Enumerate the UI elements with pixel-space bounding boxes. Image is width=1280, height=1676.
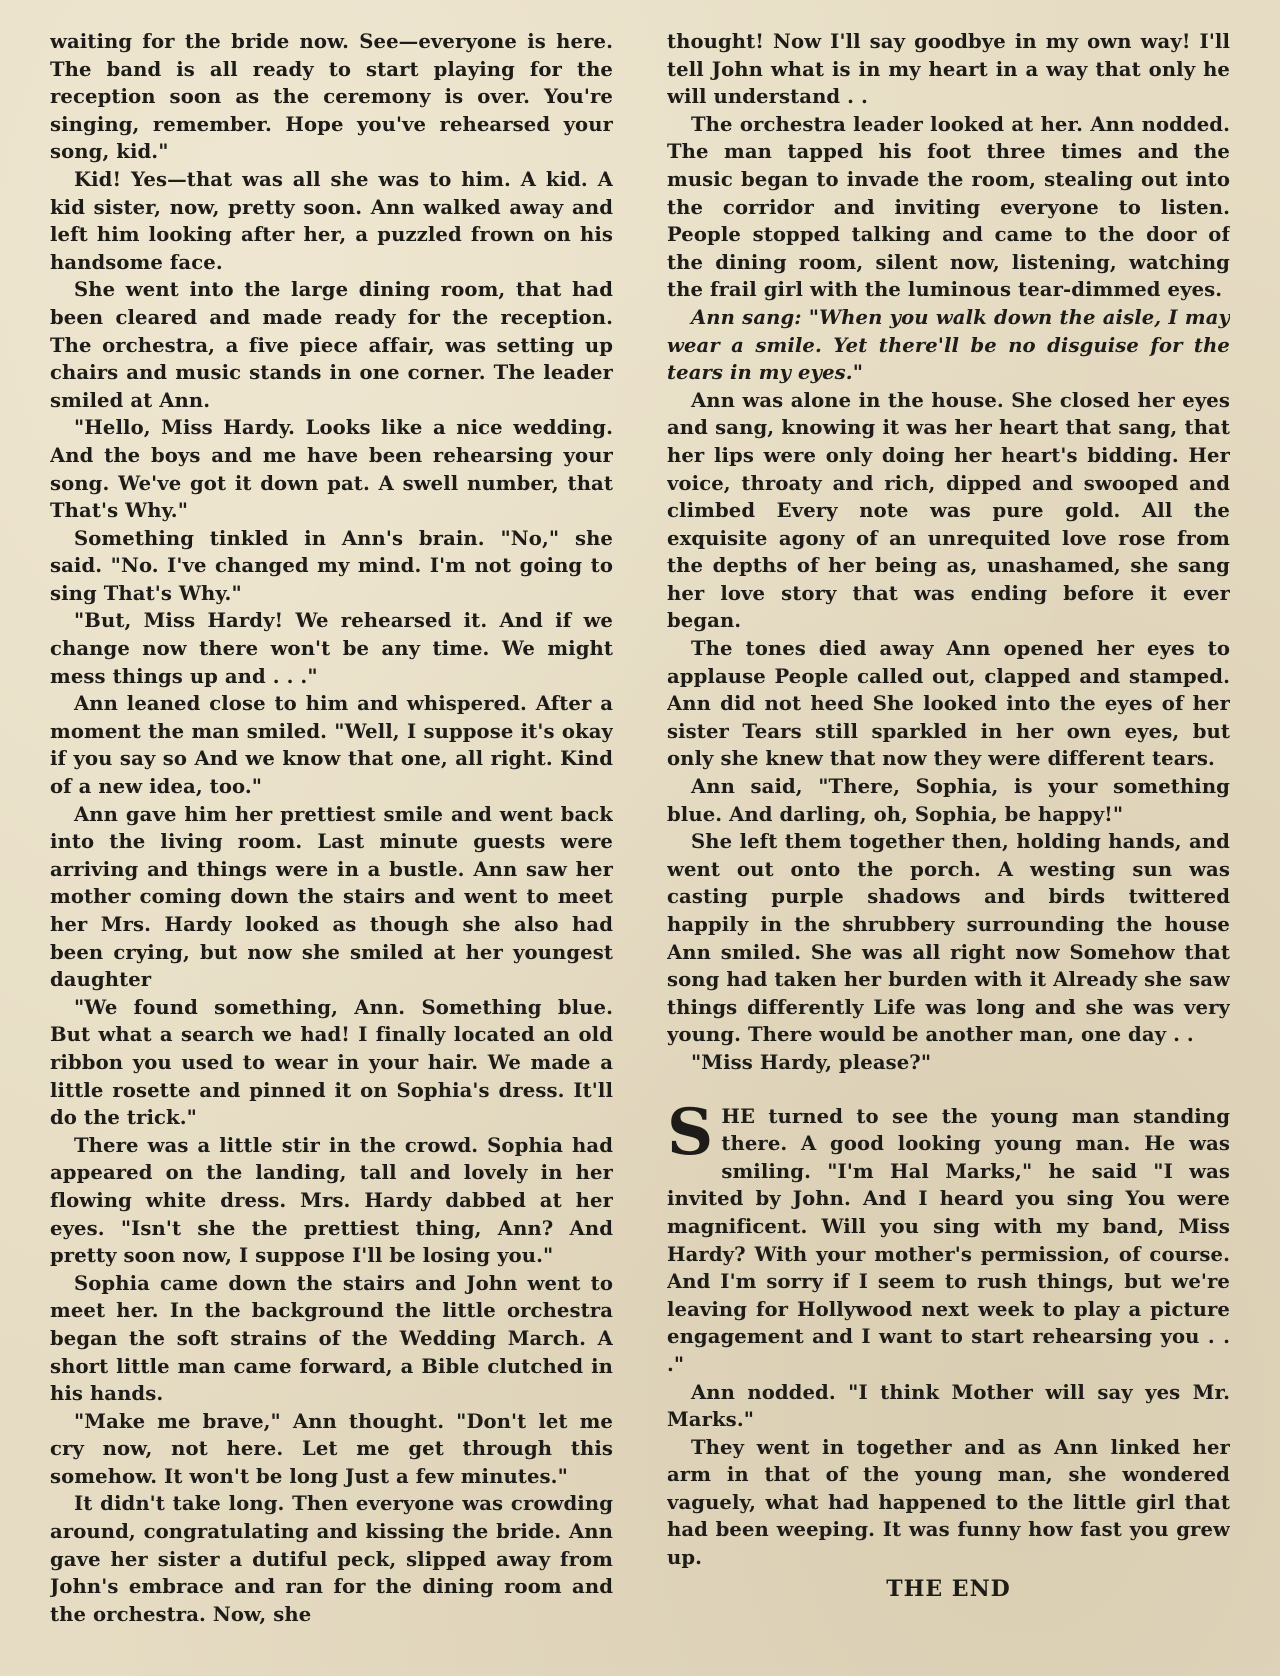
drop-cap-letter: S — [667, 1094, 714, 1170]
paragraph-text: She went into the large dining room, that had been cleared and made ready for the reception. The orchestra, a five piece affair, was setting up chairs and music stands in one corner. The leader smiled at Ann. — [50, 278, 613, 412]
story-paragraph — [667, 111, 1230, 304]
story-paragraph — [50, 607, 613, 690]
paragraph-text: "Make me brave," Ann thought. "Don't let me cry now, not here. Let me get through this somehow. It won't be long Just a few minutes." — [50, 1409, 613, 1488]
story-paragraph — [50, 801, 613, 994]
paragraph-text: Ann leaned close to him and whispered. After a moment the man smiled. "Well, I suppose it's okay if you say so And we know that one, all right. Kind of a new idea, too." — [50, 692, 613, 799]
paragraph-text: Something tinkled in Ann's brain. "No," she said. "No. I've changed my mind. I'm not going to sing That's Why." — [50, 526, 613, 605]
paragraph-text: Ann was alone in the house. She closed her eyes and sang, knowing it was her heart that sang, that her lips were only doing her heart's bidding. Her voice, throaty and rich, dipped and swooped and climbed Every note was pure gold. All the exquisite agony of an unrequited love rose from the depths of her being as, unashamed, she sang her love story that was ending before it ever began. — [667, 388, 1230, 633]
story-page — [50, 28, 1230, 1658]
paragraph-text: Ann nodded. "I think Mother will say yes Mr. Marks." — [667, 1380, 1230, 1432]
story-paragraph — [667, 1049, 1230, 1077]
paragraph-text: HE turned to see the young man standing there. A good looking young man. He was smiling. "I'm Hal Marks," he said "I was invited by John. And I heard you sing You were magnificent. Will you sing with my band, Miss Hardy? With your mother's permission, of course. And I'm sorry if I seem to rush things, but we're leaving for Hollywood next week to play a picture engagement and I want to start rehearsing you . . ." — [667, 1104, 1230, 1376]
paragraph-text: "Miss Hardy, please?" — [691, 1050, 932, 1074]
paragraph-text: Sophia came down the stairs and John went to meet her. In the background the little orchestra began the soft strains of the Wedding March. A short little man came forward, a Bible clutched in his hands. — [50, 1271, 613, 1406]
story-paragraph — [50, 1270, 613, 1408]
story-paragraph — [50, 1132, 613, 1270]
story-paragraph — [50, 1490, 613, 1628]
left-column — [50, 28, 613, 1658]
story-paragraph — [50, 276, 613, 414]
paragraph-text: She left them together then, holding hands, and went out onto the porch. A westing sun was casting purple shadows and birds twittered happily in the shrubbery surrounding the house Ann smiled. She was all right now Somehow that song had taken her burden with it Already she saw things differently Life was long and she was very young. There would be another man, one day . . — [667, 830, 1230, 1047]
story-paragraph — [50, 166, 613, 276]
story-paragraph — [667, 1434, 1230, 1572]
story-paragraph — [667, 304, 1230, 387]
paragraph-text: The orchestra leader looked at her. Ann nodded. The man tapped his foot three times and the music began to invade the room, stealing out into the corridor and inviting everyone to listen. People stopped talking and came to the door of the dining room, silent now, listening, watching the frail girl with the luminous tear-dimmed eyes. — [667, 112, 1230, 302]
story-paragraph — [50, 994, 613, 1132]
paragraph-text: There was a little stir in the crowd. Sophia had appeared on the landing, tall and lovely in her flowing white dress. Mrs. Hardy dabbed at her eyes. "Isn't she the prettiest thing, Ann? And pretty soon now, I suppose I'll be losing you." — [50, 1133, 613, 1268]
story-paragraph — [50, 28, 613, 166]
story-paragraph — [50, 414, 613, 524]
the-end-label: THE END — [886, 1575, 1011, 1602]
paragraph-text: It didn't take long. Then everyone was crowding around, congratulating and kissing the bride. Ann gave her sister a dutiful peck, slipped away from John's embrace and ran for the dining room and the orchestra. Now, she — [50, 1492, 613, 1626]
story-paragraph — [667, 28, 1230, 111]
paragraph-text: The tones died away Ann opened her eyes to applause People called out, clapped and stamped. Ann did not heed She looked into the eyes of her sister Tears still sparkled in her own eyes, but only she knew that now they were different tears. — [667, 637, 1230, 771]
paragraph-text: waiting for the bride now. See—everyone is here. The band is all ready to start playing for the reception soon as the ceremony is over. You're singing, remember. Hope you've rehearsed your song, kid." — [50, 30, 613, 164]
story-paragraph — [667, 635, 1230, 773]
story-paragraph — [667, 387, 1230, 635]
paragraph-text: "Hello, Miss Hardy. Looks like a nice wedding. And the boys and me have been rehearsing your song. We've got it down pat. A swell number, that That's Why." — [50, 416, 613, 523]
story-paragraph — [50, 690, 613, 800]
paragraph-text: "But, Miss Hardy! We rehearsed it. And if we change now there won't be any time. We might mess things up and . . ." — [50, 609, 613, 688]
story-paragraph — [50, 1408, 613, 1491]
paragraph-text: thought! Now I'll say goodbye in my own way! I'll tell John what is in my heart in a way that only he will understand . . — [667, 30, 1230, 109]
story-paragraph — [667, 1379, 1230, 1434]
paragraph-text: "We found something, Ann. Something blue. But what a search we had! I finally located an old ribbon you used to wear in your hair. We made a little rosette and pinned it on Sophia's dress. It'll do the trick." — [50, 995, 613, 1130]
paragraph-text: They went in together and as Ann linked her arm in that of the young man, she wondered vaguely, what had happened to the little girl that had been weeping. It was funny how fast you grew up. — [667, 1435, 1230, 1570]
story-paragraph — [667, 773, 1230, 828]
story-paragraph — [667, 1094, 1230, 1379]
story-paragraph — [667, 828, 1230, 1049]
story-paragraph — [50, 525, 613, 608]
paragraph-text: Ann gave him her prettiest smile and went back into the living room. Last minute guests were arriving and things were in a bustle. Ann saw her mother coming down the stairs and went to meet her Mrs. Hardy looked as though she also had been crying, but now she smiled at her youngest daughter — [50, 802, 613, 992]
paragraph-text: Kid! Yes—that was all she was to him. A kid. A kid sister, now, pretty soon. Ann walked away and left him looking after her, a puzzled frown on his handsome face. — [50, 167, 613, 274]
paragraph-text: Ann sang: "When you walk down the aisle, I may wear a smile. Yet there'll be no disguise for the tears in my eyes." — [667, 305, 1230, 385]
right-column — [667, 28, 1230, 1658]
paragraph-text: Ann said, "There, Sophia, is your something blue. And darling, oh, Sophia, be happy!" — [667, 775, 1230, 826]
